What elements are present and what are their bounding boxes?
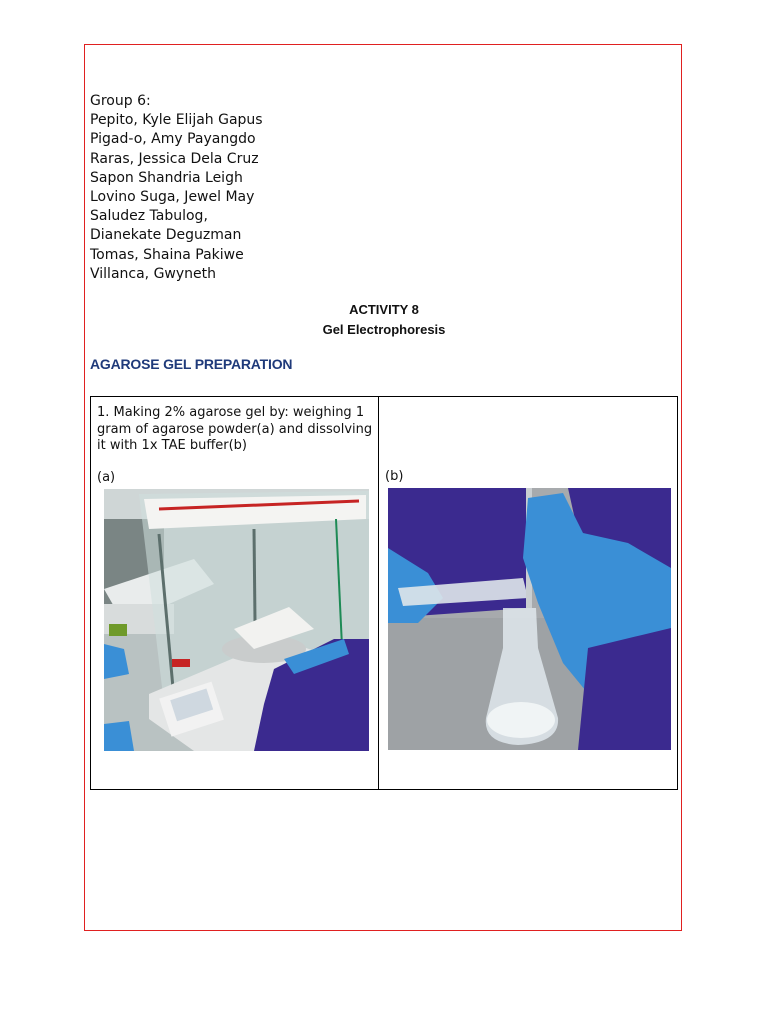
step-description: 1. Making 2% agarose gel by: weighing 1 gram of agarose powder(a) and dissolving it with 1x TAE buffer(b): [97, 405, 373, 453]
activity-subtitle: Gel Electrophoresis: [322, 322, 446, 337]
member-name: Villanca, Gwyneth: [90, 265, 216, 282]
activity-title: ACTIVITY 8: [349, 302, 419, 317]
member-name: Saludez Tabulog,: [90, 208, 208, 225]
photo-weighing-agarose: [104, 489, 369, 751]
member-name: Pigad-o, Amy Payangdo: [90, 131, 256, 148]
table-cell-divider: [378, 397, 379, 789]
section-heading: AGAROSE GEL PREPARATION: [90, 356, 293, 372]
photo-a-label: (a): [97, 470, 116, 485]
member-name: Dianekate Deguzman: [90, 227, 242, 244]
photo-dissolving-agarose: [388, 488, 671, 750]
member-name: Pepito, Kyle Elijah Gapus: [90, 112, 263, 129]
member-name: Raras, Jessica Dela Cruz: [90, 150, 259, 167]
group-members-list: [90, 92, 263, 284]
steps-table: [90, 396, 678, 790]
member-name: Sapon Shandria Leigh: [90, 169, 243, 186]
member-name: Tomas, Shaina Pakiwe: [90, 246, 244, 263]
member-name: Lovino Suga, Jewel May: [90, 189, 255, 206]
group-label: Group 6:: [90, 93, 151, 109]
photo-b-label: (b): [385, 469, 404, 484]
